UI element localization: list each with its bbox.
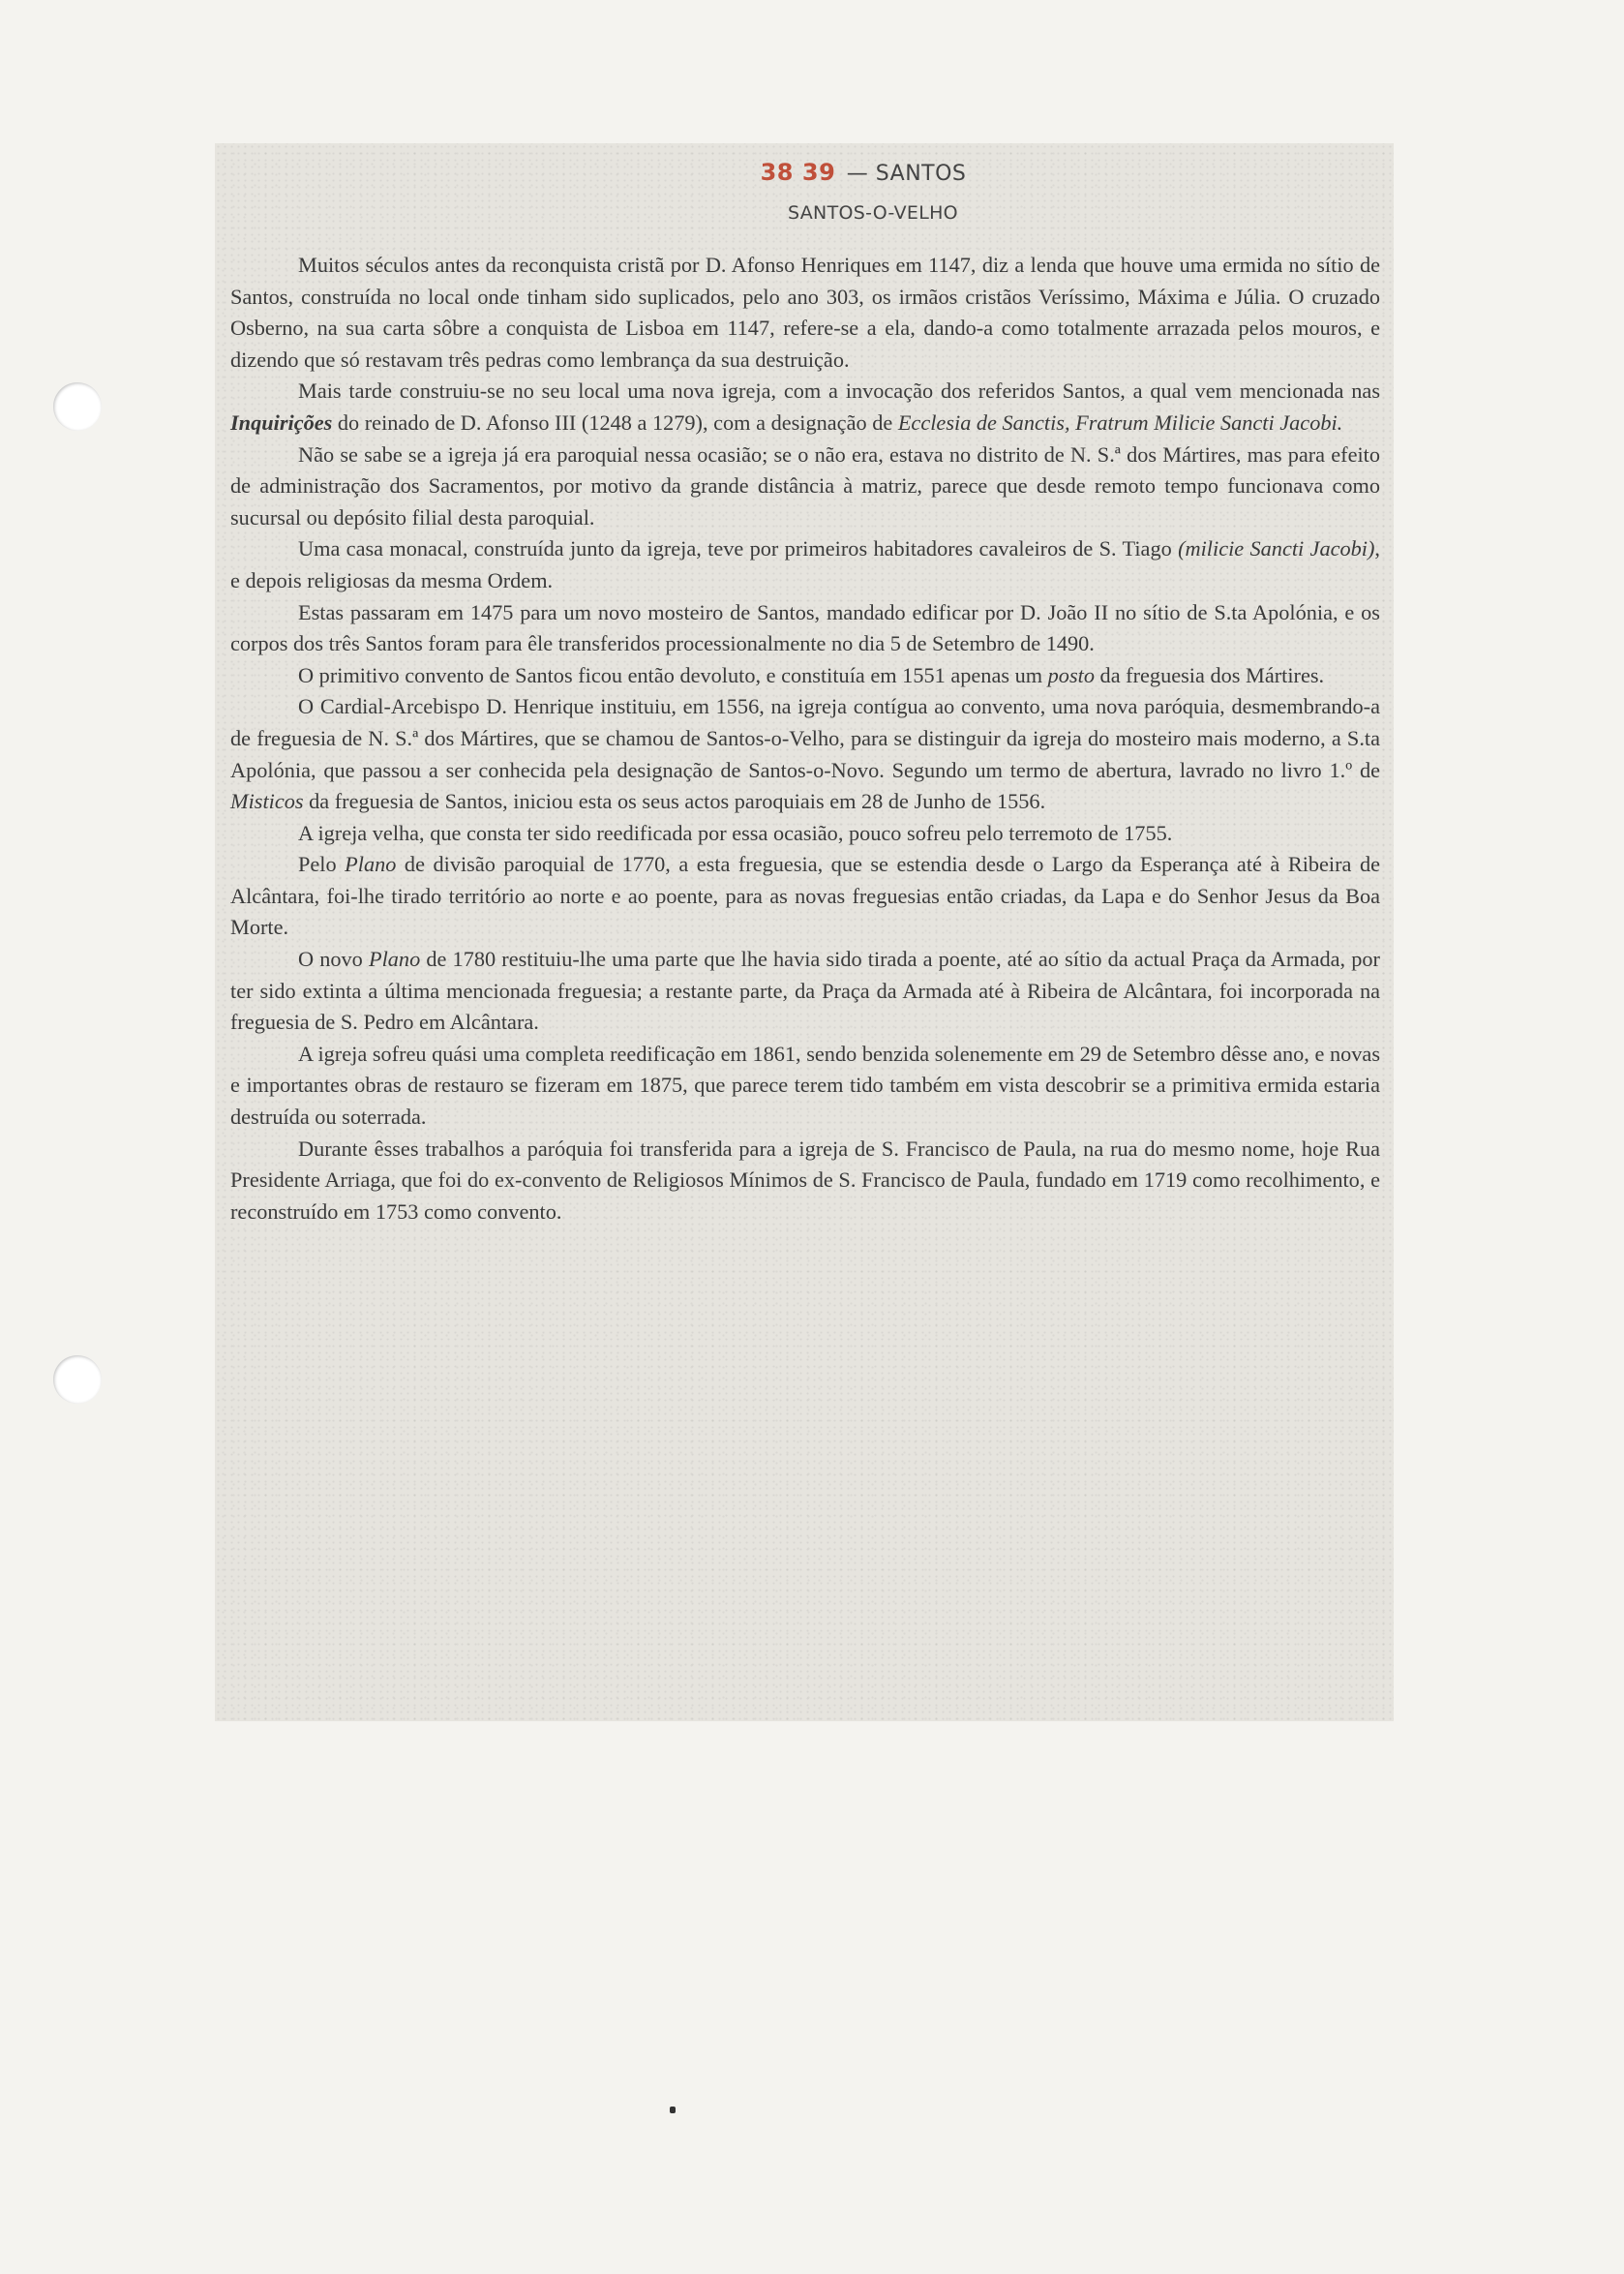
paragraph — [230, 533, 1380, 596]
text-run: de 1780 restituiu-lhe uma parte que lhe havia sido tirada a poente, até ao sítio da actual Praça da Armada, por ter sido extinta a última mencionada freguesia; a restante parte, da Praça da Armada até à Ribeira de Alcântara, foi incorporada na freguesia de S. Pedro em Alcântara. — [230, 947, 1380, 1035]
paragraph — [230, 818, 1380, 850]
paragraph — [230, 250, 1380, 376]
paragraph — [230, 1134, 1380, 1228]
text-run: O Cardial-Arcebispo D. Henrique instituiu, em 1556, na igreja contígua ao convento, uma nova paróquia, desmembrando-a de freguesia de N. S.ª dos Mártires, que se chamou de Santos-o-Velho, para se distinguir da igreja do mosteiro mais moderno, a S.ta Apolónia, que passou a ser conhecida pela designação de Santos-o-Novo. Segundo um termo de abertura, lavrado no livro 1.º de — [230, 694, 1380, 782]
text-run: Mais tarde construiu-se no seu local uma nova igreja, com a invocação dos referidos Santos, a qual vem mencionada nas — [298, 379, 1380, 404]
running-head — [346, 157, 1380, 188]
text-run: posto — [1047, 662, 1095, 687]
text-run: A igreja velha, que consta ter sido reedificada por essa ocasião, pouco sofreu pelo terremoto de 1755. — [298, 820, 1173, 845]
text-run: O primitivo convento de Santos ficou então devoluto, e constituía em 1551 apenas um — [298, 662, 1048, 687]
text-run: (milicie Sancti Jacobi) — [1178, 536, 1375, 561]
text-run: da freguesia dos Mártires. — [1094, 662, 1325, 687]
text-run: , e depois religiosas da mesma Ordem. — [230, 536, 1380, 592]
page-number: 38 39 — [760, 159, 836, 186]
text-run: Estas passaram em 1475 para um novo mosteiro de Santos, mandado edificar por D. João II no sítio de S.ta Apolónia, e os corpos dos três Santos foram para êle transferidos processionalmente no dia 5 de Setembro de 1490. — [230, 599, 1380, 656]
section-subtitle: SANTOS-O-VELHO — [788, 202, 958, 224]
text-run: do reinado de D. Afonso III (1248 a 1279), com a designação de — [332, 409, 898, 435]
text-run: Misticos — [230, 789, 304, 814]
paragraph — [230, 440, 1380, 534]
article-body — [230, 250, 1380, 1228]
text-run: Ecclesia de Sanctis, Fratrum Milicie Sancti Jacobi. — [897, 409, 1343, 435]
text-run: Muitos séculos antes da reconquista cristã por D. Afonso Henriques em 1147, diz a lenda que houve uma ermida no sítio de Santos, construída no local onde tinham sido suplicados, pelo ano 303, os irmãos cristãos Veríssimo, Máxima e Júlia. O cruzado Osberno, na sua carta sôbre a conquista de Lisboa em 1147, refere-se a ela, dando-a como totalmente arrazada pelos mouros, e dizendo que só restavam três pedras como lembrança da sua destruição. — [230, 253, 1380, 372]
text-run: Não se sabe se a igreja já era paroquial nessa ocasião; se o não era, estava no distrito de N. S.ª dos Mártires, mas para efeito de administração dos Sacramentos, por motivo da grande distância à matriz, parece que desde remoto tempo funcionava como sucursal ou depósito filial desta paroquial. — [230, 441, 1380, 530]
running-head-title: — SANTOS — [846, 162, 967, 186]
text-run: Uma casa monacal, construída junto da igreja, teve por primeiros habitadores cavaleiros de S. Tiago — [298, 536, 1179, 561]
text-run: da freguesia de Santos, iniciou esta os seus actos paroquiais em 28 de Junho de 1556. — [303, 789, 1046, 814]
text-run: Inquirições — [230, 409, 333, 435]
paragraph — [230, 376, 1380, 439]
text-run: Plano — [345, 852, 397, 877]
paragraph — [230, 944, 1380, 1039]
text-run: Pelo — [298, 852, 346, 877]
paragraph — [230, 849, 1380, 944]
newspaper-clipping — [215, 143, 1394, 1721]
text-run: A igreja sofreu quási uma completa reedificação em 1861, sendo benzida solenemente em 29 de Setembro dêsse ano, e novas e importantes obras de restauro se fizeram em 1875, que parece terem tido também em vista descobrir se a primitiva ermida estaria destruída ou soterrada. — [230, 1041, 1380, 1130]
text-run: O novo — [298, 947, 369, 972]
punch-hole-top — [53, 382, 102, 431]
page-mark — [670, 2107, 676, 2113]
punch-hole-bottom — [53, 1355, 102, 1404]
text-run: Plano — [368, 947, 421, 972]
paragraph — [230, 597, 1380, 660]
text-run: de divisão paroquial de 1770, a esta freguesia, que se estendia desde o Largo da Esperança até à Ribeira de Alcântara, foi-lhe tirado território ao norte e ao poente, para as novas freguesias então criadas, da Lapa e do Senhor Jesus da Boa Morte. — [230, 852, 1380, 940]
paragraph — [230, 1039, 1380, 1134]
text-run: Durante êsses trabalhos a paróquia foi transferida para a igreja de S. Francisco de Paula, na rua do mesmo nome, hoje Rua Presidente Arriaga, que foi do ex-convento de Religiosos Mínimos de S. Francisco de Paula, fundado em 1719 como recolhimento, e reconstruído em 1753 como convento. — [230, 1136, 1380, 1224]
paragraph — [230, 660, 1380, 692]
paragraph — [230, 691, 1380, 817]
